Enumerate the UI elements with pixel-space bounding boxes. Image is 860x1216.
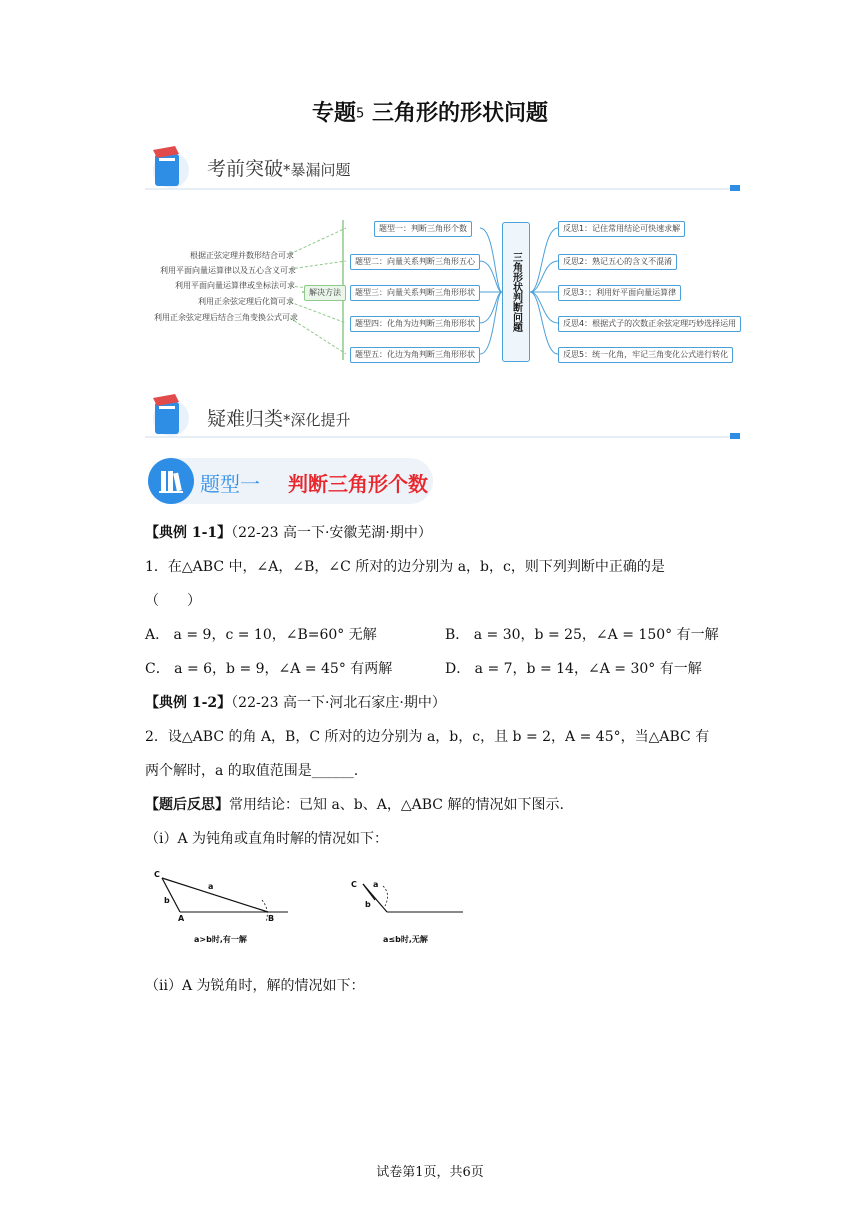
case-1-heading: （i）A 为钝角或直角时解的情况如下： xyxy=(145,831,389,847)
mindmap-method-5: 利用正余弦定理后结合三角变换公式可求 xyxy=(154,313,298,322)
mindmap-reflection-5: 反思5：统一化角，牢记三角变化公式进行转化 xyxy=(558,347,733,363)
mindmap-reflection-1: 反思1：记住常用结论可快速求解 xyxy=(558,221,685,237)
section-tag-label: 题型一 xyxy=(200,472,260,496)
page-title: 专题5 三角形的形状问题 xyxy=(312,101,548,126)
mindmap-type-4: 题型四：化角为边判断三角形形状 xyxy=(350,316,480,332)
mindmap-type-1: 题型一：判断三角形个数 xyxy=(374,221,472,237)
question-1-stem: 1．在△ABC 中，∠A，∠B，∠C 所对的边分别为 a，b，c，则下列判断中正确的是 xyxy=(145,559,665,575)
mindmap-method-node: 解决方法 xyxy=(304,285,346,301)
mindmap xyxy=(150,214,737,366)
figure-obtuse-no-solution: C a b a≤b时,无解 xyxy=(351,880,428,944)
example-2-heading: 【典例 1-2】（22-23 高一下·河北石家庄·期中） xyxy=(145,695,446,711)
mindmap-reflection-4: 反思4：根据式子的次数正余弦定理巧妙选择运用 xyxy=(558,316,741,332)
question-2-line-2: 两个解时，a 的取值范围是______. xyxy=(145,763,359,779)
reflection: 【题后反思】常用结论：已知 a、b、A，△ABC 解的情况如下图示. xyxy=(145,797,564,813)
option-c: C． a = 6，b = 9，∠A = 45° 有两解 xyxy=(145,661,393,677)
question-1-paren: （ ） xyxy=(145,593,201,609)
mindmap-method-3: 利用平面向量运算律或坐标法可求 xyxy=(175,281,295,290)
mindmap-type-3: 题型三：向量关系判断三角形形状 xyxy=(350,285,480,301)
mindmap-center: 三角形状判断问题 xyxy=(502,222,530,362)
mindmap-type-5: 题型五：化边为角判断三角形形状 xyxy=(350,347,480,363)
book-icon xyxy=(145,142,193,190)
books-icon xyxy=(148,458,194,504)
mindmap-reflection-2: 反思2：熟记五心的含义不混淆 xyxy=(558,254,677,270)
option-a: A． a = 9，c = 10，∠B=60° 无解 xyxy=(145,627,377,643)
mindmap-type-2: 题型二：向量关系判断三角形五心 xyxy=(350,254,480,270)
figure-obtuse-one-solution: C a b A B a>b时,有一解 xyxy=(154,870,275,944)
banner-difficult-classification: 疑难归类*深化提升 xyxy=(145,388,740,440)
option-d: D． a = 7，b = 14，∠A = 30° 有一解 xyxy=(445,661,702,677)
mindmap-method-1: 根据正弦定理并数形结合可求 xyxy=(190,251,294,260)
option-b: B． a = 30，b = 25，∠A = 150° 有一解 xyxy=(445,627,719,643)
example-1-heading: 【典例 1-1】（22-23 高一下·安徽芜湖·期中） xyxy=(145,525,432,541)
book-icon xyxy=(145,390,193,438)
section-tag-title: 判断三角形个数 xyxy=(288,472,428,496)
mindmap-method-2: 利用平面向量运算律以及五心含义可求 xyxy=(160,266,296,275)
mindmap-method-4: 利用正余弦定理后化简可求 xyxy=(198,297,294,306)
case-2-heading: （ii）A 为锐角时，解的情况如下： xyxy=(145,978,365,994)
banner-exam-breakthrough: 考前突破*暴漏问题 xyxy=(145,140,740,192)
page-footer: 试卷第1页，共6页 xyxy=(376,1165,484,1180)
question-2-line-1: 2．设△ABC 的角 A，B，C 所对的边分别为 a，b，c，且 b = 2，A = 45°，当△ABC 有 xyxy=(145,729,710,745)
mindmap-reflection-3: 反思3：；利用好平面向量运算律 xyxy=(558,285,681,301)
